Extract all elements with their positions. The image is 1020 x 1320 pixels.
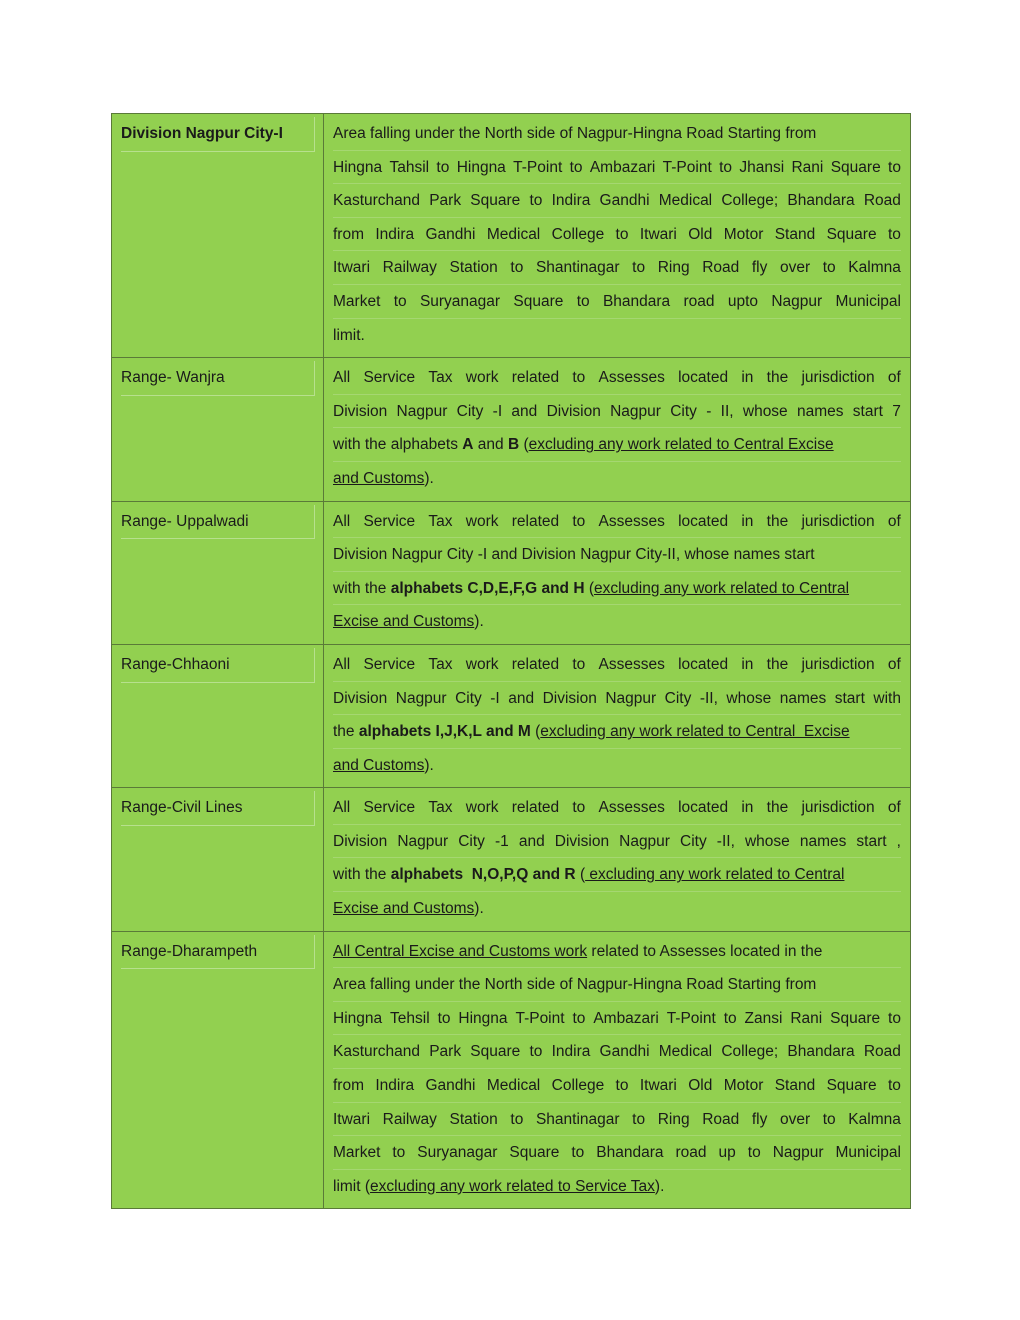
word: -II, [699, 689, 718, 707]
word: Division [546, 402, 601, 420]
word: Indira [375, 225, 415, 243]
word: upto [727, 292, 758, 310]
text-line [333, 1103, 901, 1137]
underlined-text: All Central Excise and Customs work [333, 942, 588, 960]
word: Square [470, 192, 521, 210]
word: Square [513, 292, 564, 310]
word: College; [721, 192, 779, 210]
text-span: the [333, 723, 359, 741]
label-cell [112, 501, 324, 644]
word: Suryanagar [417, 1144, 498, 1162]
word: Nagpur [395, 689, 447, 707]
word: Ambazari [589, 158, 656, 176]
word: from [333, 225, 364, 243]
word: to [615, 225, 629, 243]
text-line [333, 151, 901, 185]
underlined-text: and Customs [333, 756, 425, 774]
table-row [112, 358, 911, 501]
word: Jhansi [739, 158, 785, 176]
word: Nagpur [396, 402, 448, 420]
word: Nagpur [397, 832, 449, 850]
word: College; [721, 1043, 779, 1061]
word: to [723, 1009, 737, 1027]
word: Kasturchand [333, 192, 421, 210]
word: City [670, 402, 697, 420]
table-row [112, 788, 911, 931]
text-span: ). [474, 613, 484, 631]
word: Station [449, 1110, 498, 1128]
underlined-text: and Customs [333, 469, 425, 487]
word: City [458, 832, 485, 850]
word: to [887, 1077, 901, 1095]
word: Shantinagar [535, 1110, 620, 1128]
word: Tax [428, 655, 453, 673]
text-span: with the alphabets [333, 436, 463, 454]
word: to [572, 799, 586, 817]
word: Railway [382, 1110, 437, 1128]
text-span: ( [575, 866, 586, 884]
text-line [333, 462, 901, 496]
word: jurisdiction [801, 512, 875, 530]
word: Medical [486, 225, 541, 243]
label-cell [112, 788, 324, 931]
word: to [572, 512, 586, 530]
word: of [887, 655, 901, 673]
word: jurisdiction [801, 655, 875, 673]
text-line [333, 572, 901, 606]
word: related [511, 799, 560, 817]
text-line [333, 605, 901, 639]
word: Itwari [639, 225, 677, 243]
word: to [822, 1110, 836, 1128]
word: in [741, 369, 754, 387]
word: T-Point [513, 158, 563, 176]
word: names [799, 832, 847, 850]
word: work [465, 655, 499, 673]
text-line [333, 1035, 901, 1069]
word: related [511, 655, 560, 673]
word: of [887, 512, 901, 530]
word: All [333, 512, 351, 530]
word: to [436, 158, 450, 176]
word: with [873, 689, 901, 707]
underlined-text: excluding any work related to Central [585, 866, 845, 884]
word: related [511, 369, 560, 387]
word: Tax [428, 512, 453, 530]
word: and [511, 402, 538, 420]
word: Square [470, 1043, 521, 1061]
word: Kalmna [848, 1110, 901, 1128]
bold-text: alphabets N,O,P,Q and R [390, 866, 576, 884]
word: Municipal [835, 1144, 901, 1162]
word: Division [542, 689, 597, 707]
word: -I [490, 689, 500, 707]
word: College [551, 1077, 605, 1095]
word: start [834, 689, 865, 707]
word: up [718, 1144, 736, 1162]
word: to [572, 369, 586, 387]
word: Tahsil [389, 158, 430, 176]
word: Itwari [333, 259, 371, 277]
word: Ring [657, 259, 690, 277]
word: Service [363, 655, 416, 673]
text-line [333, 1170, 901, 1204]
word: , [896, 832, 901, 850]
word: to [576, 292, 590, 310]
underlined-text: excluding any work related to Central Excise [540, 723, 850, 741]
word: Gandhi [599, 1043, 650, 1061]
word: located [678, 799, 729, 817]
word: Square [826, 225, 877, 243]
word: - [706, 402, 712, 420]
word: Square [826, 1077, 877, 1095]
word: Hingna [333, 158, 383, 176]
word: fly [751, 259, 768, 277]
underlined-text: excluding any work related to Central Excise [528, 436, 834, 454]
text-line [333, 428, 901, 462]
word: Road [863, 192, 901, 210]
word: Nagpur [605, 689, 657, 707]
word: Indira [551, 1043, 591, 1061]
word: names [779, 689, 827, 707]
word: the [766, 369, 789, 387]
word: Bhandara [787, 1043, 855, 1061]
underlined-text: excluding any work related to Service Tax [370, 1177, 655, 1195]
word: Division [333, 832, 388, 850]
text-line [333, 935, 901, 969]
word: to [393, 292, 407, 310]
word: City [455, 689, 482, 707]
word: Railway [382, 259, 437, 277]
description-cell [324, 358, 911, 501]
word: names [796, 402, 844, 420]
word: to [572, 1009, 586, 1027]
word: Stand [774, 1077, 816, 1095]
word: Motor [723, 1077, 764, 1095]
word: -1 [495, 832, 509, 850]
word: Assesses [598, 512, 665, 530]
word: whose [744, 832, 790, 850]
word: Tehsil [390, 1009, 430, 1027]
text-line [333, 395, 901, 429]
word: Road [702, 1110, 740, 1128]
word: T-Point [662, 158, 712, 176]
word: to [510, 259, 524, 277]
word: -II, [716, 832, 735, 850]
word: Market [333, 1144, 381, 1162]
table-row [112, 501, 911, 644]
word: Gandhi [599, 192, 650, 210]
word: road [683, 292, 715, 310]
jurisdiction-table [111, 113, 911, 1209]
text-line [333, 251, 901, 285]
word: Road [702, 259, 740, 277]
text-line [333, 648, 901, 682]
word: Square [830, 1009, 881, 1027]
word: Nagpur [619, 832, 670, 850]
word: to [529, 192, 543, 210]
text-span: related to Assesses located in the [587, 942, 823, 960]
bold-letter: B [507, 436, 520, 454]
word: Motor [723, 225, 764, 243]
text-line [333, 1136, 901, 1170]
text-span: ( [519, 436, 529, 454]
word: Bhandara [787, 192, 855, 210]
text-line [333, 218, 901, 252]
word: in [741, 655, 754, 673]
word: from [333, 1077, 364, 1095]
text-span: ). [474, 900, 484, 918]
bold-text: alphabets C,D,E,F,G and H [390, 579, 585, 597]
word: Hingna [333, 1009, 383, 1027]
word: Service [363, 799, 416, 817]
description-cell [324, 501, 911, 644]
word: related [511, 512, 560, 530]
label-cell [112, 644, 324, 787]
word: Park [429, 192, 462, 210]
word: start [856, 832, 887, 850]
word: over [779, 259, 811, 277]
word: work [465, 799, 499, 817]
bold-letter: A [462, 436, 474, 454]
description-cell [324, 788, 911, 931]
text-span: ). [424, 469, 434, 487]
word: Nagpur [610, 402, 661, 420]
word: Bhandara [602, 292, 671, 310]
word: Rani [790, 1009, 823, 1027]
underlined-text: Excise and Customs [333, 900, 475, 918]
text-span: ( [584, 579, 594, 597]
word: Station [449, 259, 498, 277]
word: Nagpur [772, 1144, 824, 1162]
word: of [887, 799, 901, 817]
row-label: Range-Chhaoni [121, 648, 315, 683]
word: to [822, 259, 836, 277]
word: Old [688, 225, 713, 243]
word: to [747, 1144, 761, 1162]
text-line [333, 184, 901, 218]
table-row [112, 644, 911, 787]
word: Service [363, 512, 416, 530]
word: Division [333, 689, 388, 707]
label-cell [112, 931, 324, 1209]
word: to [615, 1077, 629, 1095]
word: over [779, 1110, 811, 1128]
word: to [719, 158, 733, 176]
word: road [675, 1144, 707, 1162]
word: work [465, 369, 499, 387]
word: whose [742, 402, 788, 420]
word: Assesses [598, 369, 665, 387]
word: and [518, 832, 545, 850]
word: All [333, 799, 351, 817]
word: to [529, 1043, 543, 1061]
word: Tax [428, 369, 453, 387]
word: Indira [375, 1077, 415, 1095]
word: Itwari [333, 1110, 371, 1128]
text-line [333, 1002, 901, 1036]
word: Bhandara [596, 1144, 664, 1162]
word: Assesses [598, 799, 665, 817]
text-line [333, 791, 901, 825]
text-line [333, 749, 901, 783]
word: T-Point [515, 1009, 565, 1027]
word: jurisdiction [801, 799, 875, 817]
bold-text: alphabets I,J,K,L and M [358, 723, 531, 741]
word: to [437, 1009, 451, 1027]
row-label: Range- Uppalwadi [121, 505, 315, 540]
text-line: Division Nagpur City -I and Division Nagpur City-II, whose names start [333, 538, 901, 572]
word: Division [333, 402, 388, 420]
word: Service [363, 369, 416, 387]
text-line [333, 285, 901, 319]
text-span: with the [333, 579, 391, 597]
word: to [510, 1110, 524, 1128]
word: City [680, 832, 707, 850]
word: 7 [892, 402, 901, 420]
word: in [741, 512, 754, 530]
word: Suryanagar [419, 292, 501, 310]
word: of [887, 369, 901, 387]
word: Division [554, 832, 610, 850]
word: Gandhi [425, 1077, 476, 1095]
word: to [888, 1009, 901, 1027]
word: All [333, 655, 351, 673]
word: to [569, 158, 583, 176]
word: All [333, 369, 351, 387]
word: Old [688, 1077, 713, 1095]
word: Zansi [744, 1009, 783, 1027]
text-span: ( [530, 723, 541, 741]
text-line [333, 825, 901, 859]
text-line: limit. [333, 326, 365, 344]
word: Square [509, 1144, 560, 1162]
underlined-text: Excise and Customs [333, 613, 475, 631]
description-cell [324, 931, 911, 1209]
word: the [766, 512, 789, 530]
label-cell [112, 114, 324, 358]
word: Medical [486, 1077, 541, 1095]
word: to [392, 1144, 406, 1162]
word: located [678, 369, 729, 387]
text-line [333, 858, 901, 892]
word: Assesses [598, 655, 665, 673]
word: Hingna [458, 1009, 508, 1027]
label-cell [112, 358, 324, 501]
table-row [112, 114, 911, 358]
text-line [333, 892, 901, 926]
text-span: and [473, 436, 508, 454]
text-span: ). [654, 1177, 665, 1195]
word: City [456, 402, 484, 420]
word: Kalmna [848, 259, 901, 277]
word: Gandhi [425, 225, 476, 243]
text-span: limit ( [333, 1177, 371, 1195]
word: the [766, 655, 789, 673]
word: -I [492, 402, 503, 420]
word: Ring [657, 1110, 690, 1128]
word: Ambazari [593, 1009, 659, 1027]
word: Hingna [456, 158, 506, 176]
word: Indira [551, 192, 591, 210]
text-line: Area falling under the North side of Nagpur-Hingna Road Starting from [333, 968, 901, 1002]
word: City [664, 689, 692, 707]
word: Municipal [835, 292, 901, 310]
word: to [572, 655, 586, 673]
text-line [333, 682, 901, 716]
word: jurisdiction [801, 369, 875, 387]
word: Park [429, 1043, 462, 1061]
text-line [333, 1069, 901, 1103]
description-cell [324, 114, 911, 358]
word: work [465, 512, 499, 530]
word: located [678, 512, 729, 530]
text-span: with the [333, 866, 391, 884]
word: Tax [428, 799, 453, 817]
word: Stand [774, 225, 816, 243]
word: II, [720, 402, 734, 420]
word: to [887, 225, 901, 243]
word: Medical [658, 1043, 713, 1061]
text-line: Area falling under the North side of Nagpur-Hingna Road Starting from [333, 117, 901, 151]
word: whose [726, 689, 772, 707]
word: Nagpur [771, 292, 823, 310]
row-label: Range- Wanjra [121, 361, 315, 396]
word: start [852, 402, 883, 420]
text-line [333, 505, 901, 539]
word: the [766, 799, 789, 817]
row-label: Range-Civil Lines [121, 791, 315, 826]
word: and [508, 689, 535, 707]
row-label: Range-Dharampeth [121, 935, 315, 970]
word: Shantinagar [535, 259, 620, 277]
underlined-text: excluding any work related to Central [593, 579, 850, 597]
word: Itwari [639, 1077, 677, 1095]
text-span: ). [424, 756, 434, 774]
word: fly [751, 1110, 768, 1128]
word: College [551, 225, 605, 243]
word: to [632, 259, 646, 277]
word: to [632, 1110, 646, 1128]
word: Market [333, 292, 381, 310]
text-line [333, 361, 901, 395]
word: to [888, 158, 901, 176]
word: in [741, 799, 754, 817]
word: to [571, 1144, 585, 1162]
row-label: Division Nagpur City-I [121, 117, 315, 152]
word: Medical [658, 192, 713, 210]
text-line [333, 715, 901, 749]
description-cell [324, 644, 911, 787]
word: located [678, 655, 729, 673]
word: T-Point [666, 1009, 716, 1027]
word: Kasturchand [333, 1043, 421, 1061]
word: Rani [791, 158, 824, 176]
word: Road [863, 1043, 901, 1061]
word: Square [830, 158, 881, 176]
table-row [112, 931, 911, 1209]
